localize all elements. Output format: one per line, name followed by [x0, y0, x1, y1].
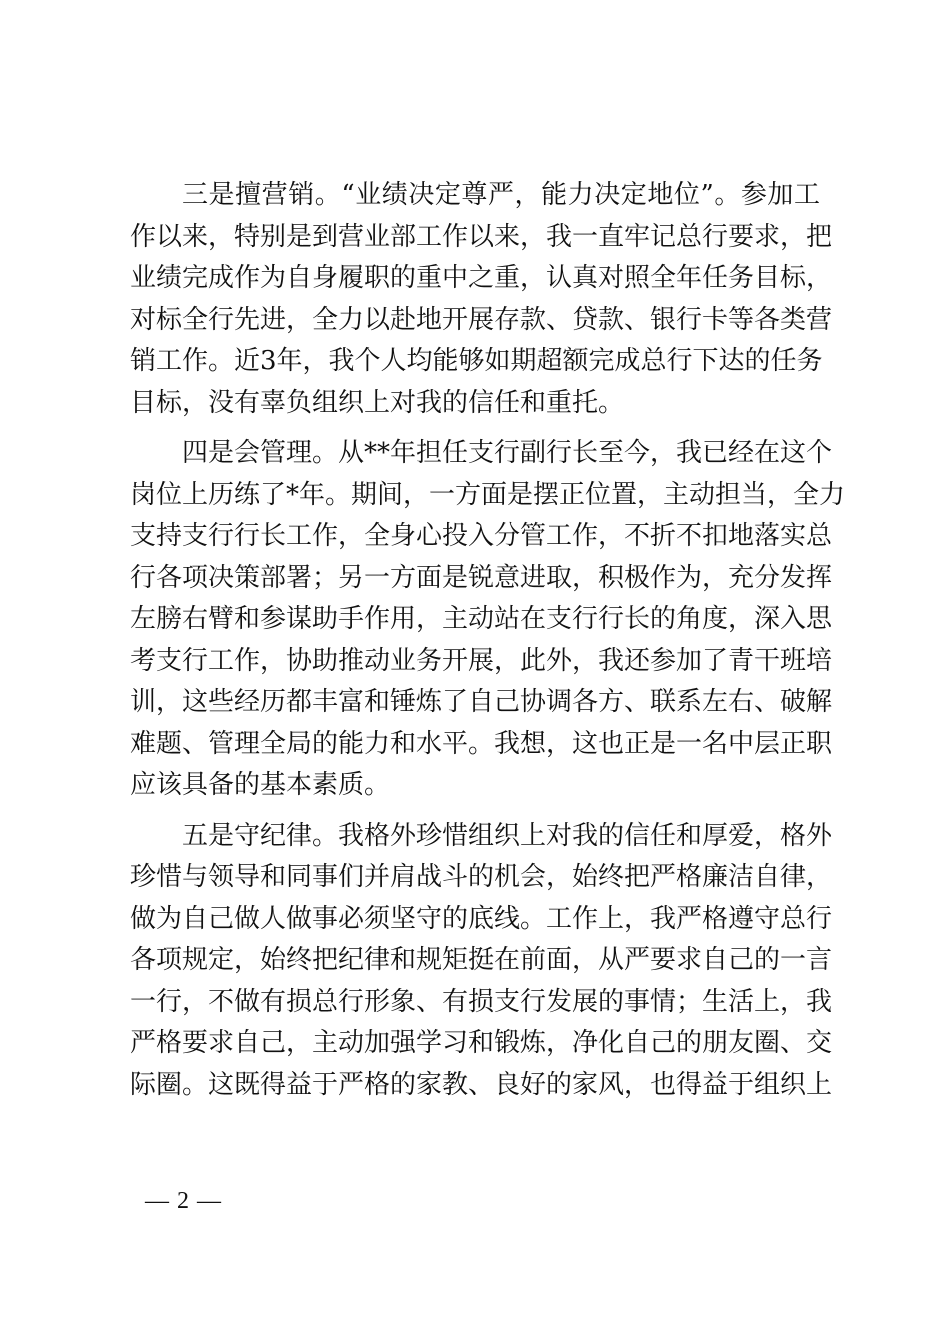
text-line: 严格要求自己，主动加强学习和锻炼，净化自己的朋友圈、交: [130, 1028, 833, 1058]
text-line: 行各项决策部署；另一方面是锐意进取，积极作为，充分发挥: [130, 562, 833, 593]
text-line: 作以来，特别是到营业部工作以来，我一直牢记总行要求，把: [130, 221, 833, 252]
text-line: 对标全行先进，全力以赴地开展存款、贷款、银行卡等各类营: [130, 304, 833, 335]
text-line: 四是会管理。从**年担任支行副行长至今，我已经在这个: [182, 438, 833, 468]
page-number: — 2 —: [145, 1188, 222, 1214]
text-line: 左膀右臂和参谋助手作用，主动站在支行行长的角度，深入思: [130, 604, 833, 634]
text-line: 应该具备的基本素质。: [130, 770, 391, 800]
text-line: 难题、管理全局的能力和水平。我想，这也正是一名中层正职: [130, 728, 833, 759]
paragraph-management: [130, 433, 846, 807]
paragraph-marketing: [130, 175, 833, 424]
text-line: 销工作。近3年，我个人均能够如期超额完成总行下达的任务: [130, 346, 823, 376]
text-line: 三是擅营销。“业绩决定尊严，能力决定地位”。参加工: [182, 180, 820, 210]
text-line: 岗位上历练了*年。期间，一方面是摆正位置，主动担当，全力: [130, 479, 846, 510]
text-line: 五是守纪律。我格外珍惜组织上对我的信任和厚爱，格外: [182, 820, 833, 851]
text-line: 际圈。这既得益于严格的家教、良好的家风，也得益于组织上: [130, 1069, 833, 1100]
text-line: 考支行工作，协助推动业务开展，此外，我还参加了青干班培: [130, 645, 833, 676]
paragraph-discipline: [130, 816, 833, 1107]
text-line: 做为自己做人做事必须坚守的底线。工作上，我严格遵守总行: [130, 903, 833, 934]
text-line: 一行，不做有损总行形象、有损支行发展的事情；生活上，我: [130, 986, 833, 1017]
text-line: 各项规定，始终把纪律和规矩挺在前面，从严要求自己的一言: [130, 945, 833, 975]
text-line: 珍惜与领导和同事们并肩战斗的机会，始终把严格廉洁自律，: [130, 862, 833, 892]
text-line: 支持支行行长工作，全身心投入分管工作，不折不扣地落实总: [130, 521, 833, 551]
text-line: 业绩完成作为自身履职的重中之重，认真对照全年任务目标，: [130, 263, 833, 293]
text-line: 训，这些经历都丰富和锤炼了自己协调各方、联系左右、破解: [130, 687, 833, 717]
text-line: 目标，没有辜负组织上对我的信任和重托。: [130, 387, 625, 418]
document-body: [130, 175, 846, 1115]
